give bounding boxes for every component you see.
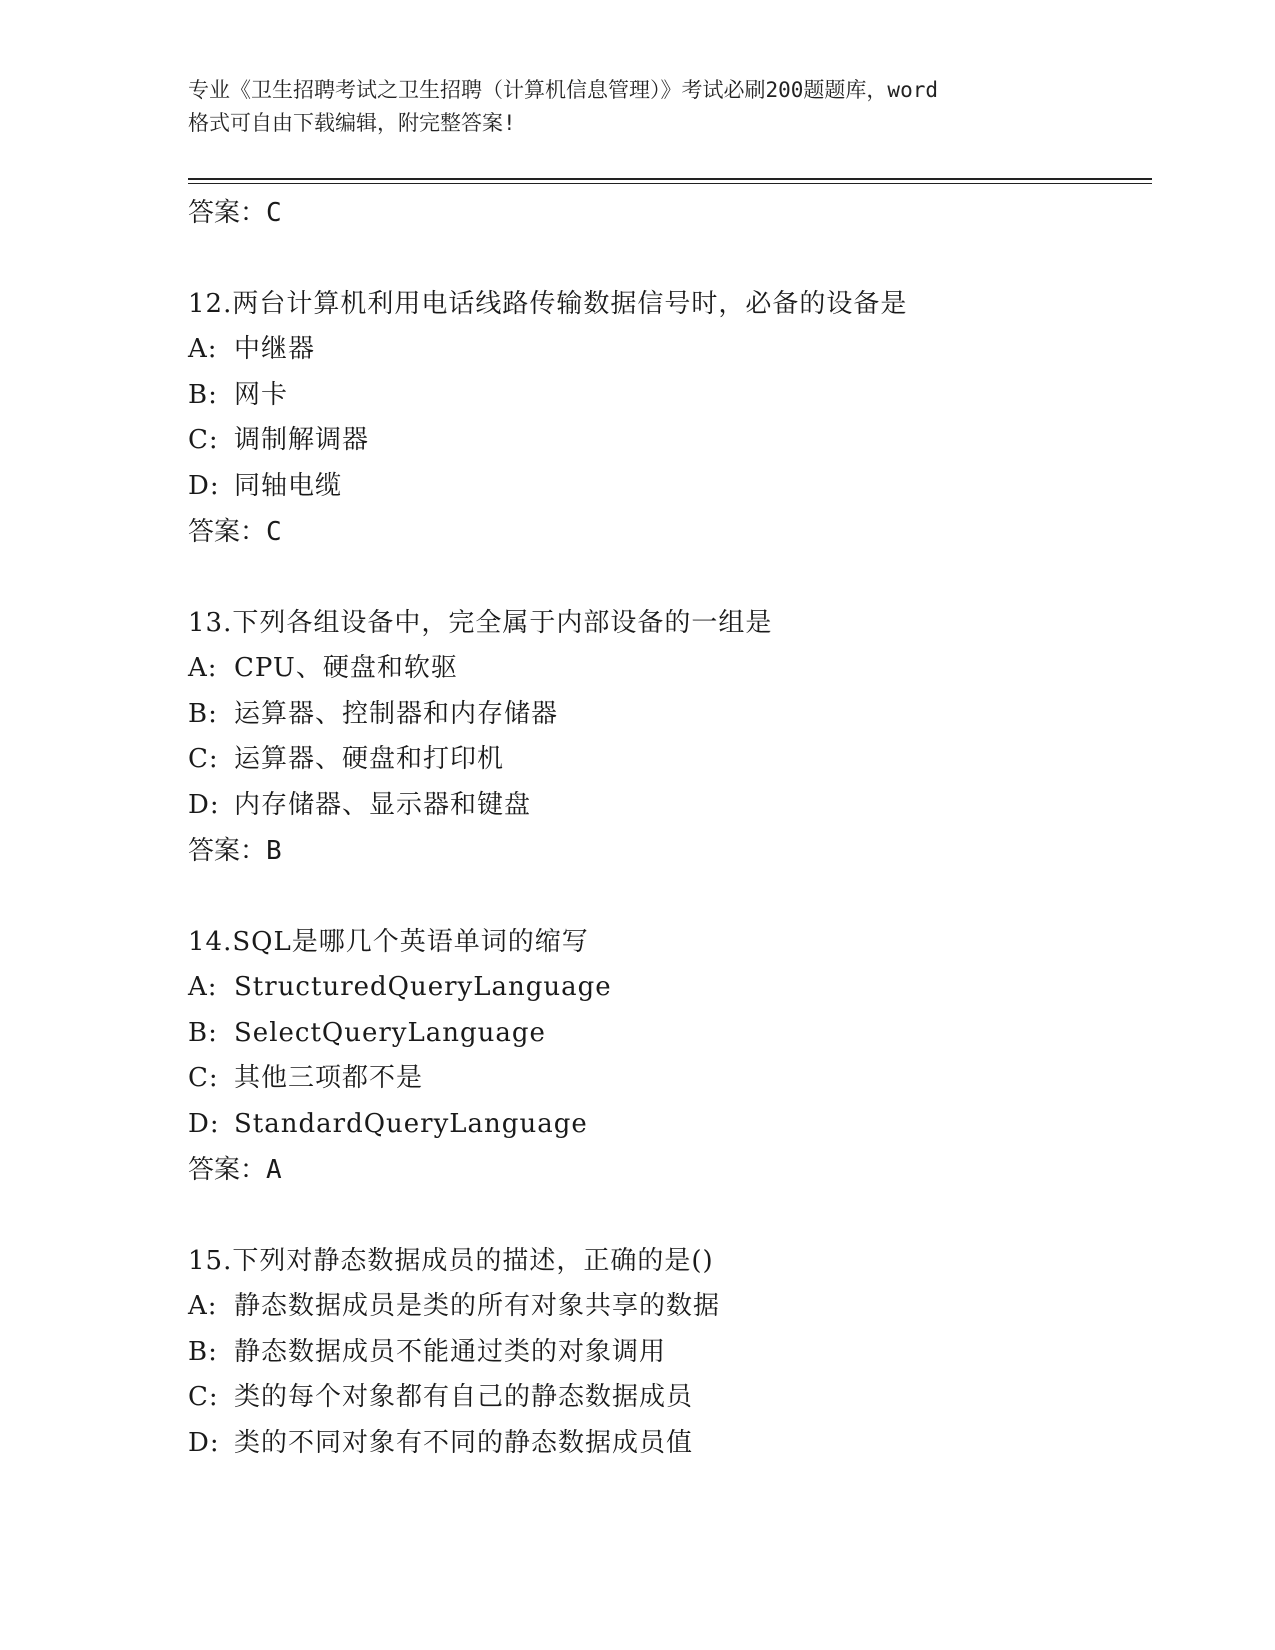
option-text: StandardQueryLanguage (234, 1108, 588, 1139)
question-title: 12.两台计算机利用电话线路传输数据信号时，必备的设备是 (188, 289, 908, 319)
option-letter: D: (188, 789, 220, 820)
question-answer: 答案：A (188, 1155, 282, 1185)
page-header (188, 74, 1088, 140)
question-answer: 答案：B (188, 836, 282, 866)
option-letter: A: (188, 972, 218, 1002)
option-d (188, 783, 1148, 829)
option-letter: A: (188, 334, 218, 364)
option-a (188, 965, 1148, 1011)
option-c (188, 1056, 1148, 1102)
option-text: 内存储器、显示器和键盘 (234, 789, 532, 820)
option-c (188, 418, 1148, 464)
option-letter: C: (188, 425, 219, 455)
question-block (188, 281, 1148, 555)
option-c (188, 737, 1148, 783)
option-c (188, 1375, 1148, 1421)
option-letter: B: (188, 1017, 218, 1048)
option-d (188, 1102, 1148, 1148)
option-letter: D: (188, 1108, 220, 1139)
question-title: 13.下列各组设备中，完全属于内部设备的一组是 (188, 608, 773, 638)
option-letter: C: (188, 744, 219, 774)
option-letter: B: (188, 698, 218, 729)
question-list (188, 190, 1148, 1466)
option-text: 调制解调器 (234, 425, 370, 455)
option-b (188, 692, 1148, 738)
option-text: 静态数据成员是类的所有对象共享的数据 (234, 1291, 721, 1321)
option-text: 运算器、控制器和内存储器 (234, 698, 559, 729)
option-text: 其他三项都不是 (234, 1063, 424, 1093)
option-text: CPU、硬盘和软驱 (234, 653, 458, 683)
header-line-1: 专业《卫生招聘考试之卫生招聘（计算机信息管理）》考试必刷200题题库，word (188, 78, 938, 102)
header-line-2: 格式可自由下载编辑，附完整答案! (188, 111, 516, 135)
option-a (188, 1284, 1148, 1330)
option-letter: B: (188, 1336, 218, 1367)
option-letter: C: (188, 1063, 219, 1093)
question-title: 14.SQL是哪几个英语单词的缩写 (188, 927, 589, 957)
question-block (188, 600, 1148, 874)
option-text: 静态数据成员不能通过类的对象调用 (234, 1336, 667, 1367)
option-text: SelectQueryLanguage (234, 1017, 546, 1048)
option-letter: C: (188, 1382, 219, 1412)
option-text: 类的每个对象都有自己的静态数据成员 (234, 1382, 694, 1412)
option-a (188, 646, 1148, 692)
question-block (188, 919, 1148, 1193)
option-a (188, 327, 1148, 373)
question-block (188, 1238, 1148, 1466)
option-text: 同轴电缆 (234, 470, 343, 501)
option-b (188, 1011, 1148, 1057)
question-answer: 答案：C (188, 517, 282, 547)
option-letter: B: (188, 379, 218, 410)
option-d (188, 1421, 1148, 1467)
option-letter: D: (188, 1427, 220, 1458)
option-letter: D: (188, 470, 220, 501)
option-letter: A: (188, 1291, 218, 1321)
option-b (188, 373, 1148, 419)
option-letter: A: (188, 653, 218, 683)
header-rule (188, 178, 1152, 180)
option-d (188, 464, 1148, 510)
option-text: 类的不同对象有不同的静态数据成员值 (234, 1427, 694, 1458)
option-b (188, 1330, 1148, 1376)
option-text: 运算器、硬盘和打印机 (234, 744, 505, 774)
previous-answer: 答案：C (188, 198, 282, 228)
header-rule-secondary (188, 183, 1152, 184)
question-title: 15.下列对静态数据成员的描述，正确的是() (188, 1246, 714, 1276)
option-text: 网卡 (234, 379, 289, 410)
option-text: StructuredQueryLanguage (234, 972, 612, 1002)
option-text: 中继器 (234, 334, 316, 364)
